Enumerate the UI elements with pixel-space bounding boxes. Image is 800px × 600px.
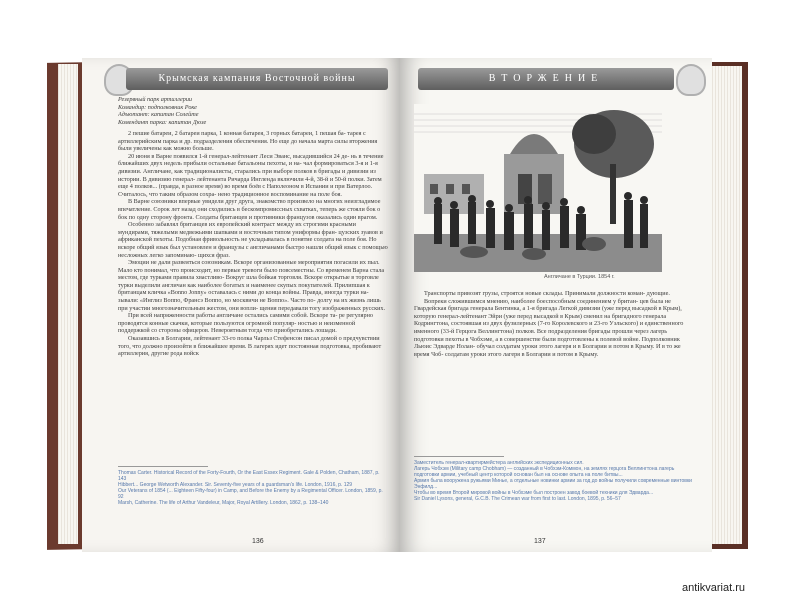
page-edges-left: [58, 64, 78, 544]
footnote: Sir Daniel Lysons, general, G.C.B. The Crimean war from first to last. London, 1895, p. 56–57: [414, 496, 621, 502]
paragraph: 20 июня в Варне появился 1-й генерал-лейтенант Леси Эванс, высадившийся 24 де- нь в течение ближайших двух недель прибыли остальные батальоны пехоты, и на- чал формироваться 3-я и 1-я дивизии. Англичане, как традиционалисты, старались при выборе полков в бригады и дивизии из истории. В дивизию генерал- лейтенанта Ричарда Ингленда включили 4-й, 38-й и 50-й полки. Затем еще 4 полков... (правда, в разное время) во время боёв с Наполеоном в Испании и при Ватерлоо. Считалось, что таким образом сохра- нено традиционное воспоминание на поле боя.: [118, 152, 384, 198]
paragraph: 2 пешие батареи, 2 батареи парка, 1 конная батарея, 3 горных батареи, 1 пешая ба- тарея с артиллерийским парка и др. подразделения обеспечения. Но еще до начала марта силы вторжения были увеличены как можно больше.: [118, 130, 378, 153]
footnote: Лагерь Чобхэм (Military camp Chobham) — созданный в Чобхэм-Коммон, на землях герцога Веллингтона лагерь подготовки армии, учебный центр которой основан был на основе опыта на поле битвы...: [414, 466, 675, 478]
paragraph: Эмоции не дали развеяться союзникам. Вскоре организованные мероприятия погасили их пыл. Мало кто понимал, что происходит, но первые тревоги было повсеместны. Со временем Варна стала местом, где турками правила хвастливо- Вокруг шла бойкая торговля. Вскоре открытые в торговле турки выделили англичан как наиболее богатых и наименее скупых покупателей. Прилипшая к британцам кличка «Bonno Jonny» оставалась с ними до конца войны. Правда, иногда турки на- зывали: «Инглиз Воппо, Франсэ Воппо, но москвичи не Воппо». Часто по- долгу на их жизнь лишь при участии многозначительным жестом, они вопли- щения передавали тогу изображенных русских.: [118, 259, 386, 312]
page-edges-right: [712, 66, 742, 544]
paragraph: При всей напряженности работы англичане остались самими собой. Вскоре та- ре регулярно проводятся конные скачки, которые пользуются огромной популяр- ностью и неизменной поддержкой со стороны офицеров. Невероятным тогда что приобретались лошади.: [118, 312, 373, 335]
footnote: Marsh, Catherine. The life of Arthur Vandeleur, Major, Royal Artillery. London, 1862, p. 138–140: [118, 500, 329, 506]
footnote: Our Veterans of 1854 (... Eighteen Fifty-four) in Camp, and Before the Enemy by a Regimental Officer. London, 1859, p. 92: [118, 488, 383, 500]
paragraph: Транспорты привозят грузы, строятся новые склады. Принимали должности коман- дующие.: [424, 290, 670, 297]
left-page: [82, 58, 402, 552]
reserve-park-list: [118, 96, 268, 128]
page-number-right: 137: [534, 538, 546, 545]
left-body-text: [118, 130, 388, 462]
watermark-text: antikvariat.ru: [682, 582, 745, 594]
list-item: Резервный парк артиллерии: [118, 96, 193, 103]
paragraph: Вопреки сложившимся мнению, наиболее боеспособным соединением у британ- цев была не Гвардейская бригада генерала Бентинка, а 1-я бригада Легкой дивизии (уже перед высадкой в Крым), которую генерал-лейтенант Эйри (уже перед высадкой в Крым) сменил на бригадного генерала Кодрингтона, состоявшая из двух фузилерных (7-го Королевского и 23-го Уэльского) и единственного именного (33-й Герцога Веллингтона) полков. Все подразделения бригады прошли через лагерь подготовки пехоты в Чобхэме, а в совершенстве были подготовлены к полевой войне. Подполковник Льюис Эдварде Нолан- обучал солдатам уроки этого лагеря и в Болгарии и потом в Крыму. И в то же время Чоб- солдатам уроки этого лагеря в Болгарии и потом в Крыму.: [414, 297, 684, 358]
right-page: [400, 58, 712, 552]
footnote: Thomas Carter. Historical Record of the Forty-Fourth, Or the East Essex Regiment. Gale & Polden, Chatham, 1887, p. 143: [118, 470, 380, 482]
footnote-rule: [118, 466, 208, 467]
left-running-header: Крымская кампания Восточной войны: [126, 68, 388, 90]
paragraph: Особенно забавлял британцев их европейский контраст между их строгими красными мундирами, тяжелыми медвежьими шапками и восточным типом униформы фран- цузских зуавов и африканской пехоты. Подобная фривольность не укладывалась в понятие солдата на поле боя. Но вскоре общий язык был установлен и французы с англичанами быстро нашли общий язык с помощью несложных легко запоминаю- щихся фраз.: [118, 221, 388, 259]
paragraph: В Варне союзники впервые увидели друг друга, знакомство произвело на многих неизгладимое впечатление. Сорок лет назад они сходились в бескомпромиссных схватках, теперь же стояли бок о бок по одну сторону фронта. Солдаты британцев и противники французов оказались один врагом.: [118, 198, 381, 221]
paragraph: Оказавшись в Болгарии, лейтенант 33-го полка Чарльз Стефенсон писал домой о предчувствии того, что должно произойти в ближайшее время. В лагерях идет постоянная подготовка, пробивают артиллерия, другие рода войск: [118, 335, 382, 358]
right-running-header: ВТОРЖЕНИЕ: [418, 68, 674, 90]
footnote: Армия была вооружена ружьями Минье, а отдельные новинки армии за год до войны получили современные винтовки Энфилд...: [414, 478, 692, 490]
right-body-text: [414, 290, 692, 452]
list-item: Командир: подполковник Роке: [118, 103, 197, 111]
page-number-left: 136: [252, 538, 264, 545]
footnote: Hibbert... George Wetworth Alexander. Sir. Seventy-five years of a guardsman's life. London, 1916, p. 129: [118, 482, 353, 488]
list-item: Комендант парка: капитан Дюзе: [118, 118, 207, 126]
footnote: Чтобы во время Второй мировой войны в Чобхэме был построен завод боевой техники для Эдварда...: [414, 490, 654, 496]
illustration-caption: Англичане в Турции. 1854 г.: [544, 274, 615, 280]
footnote-rule: [414, 456, 504, 457]
right-footnotes: [414, 460, 692, 534]
left-footnotes: [118, 470, 388, 534]
engraving-illustration: [414, 104, 662, 272]
ornament-icon: [676, 64, 706, 96]
footnote: Заместитель генерал-квартирмейстера английских экспедиционных сил.: [414, 460, 584, 466]
list-item: Адъютант: капитан Солейте: [118, 111, 199, 119]
